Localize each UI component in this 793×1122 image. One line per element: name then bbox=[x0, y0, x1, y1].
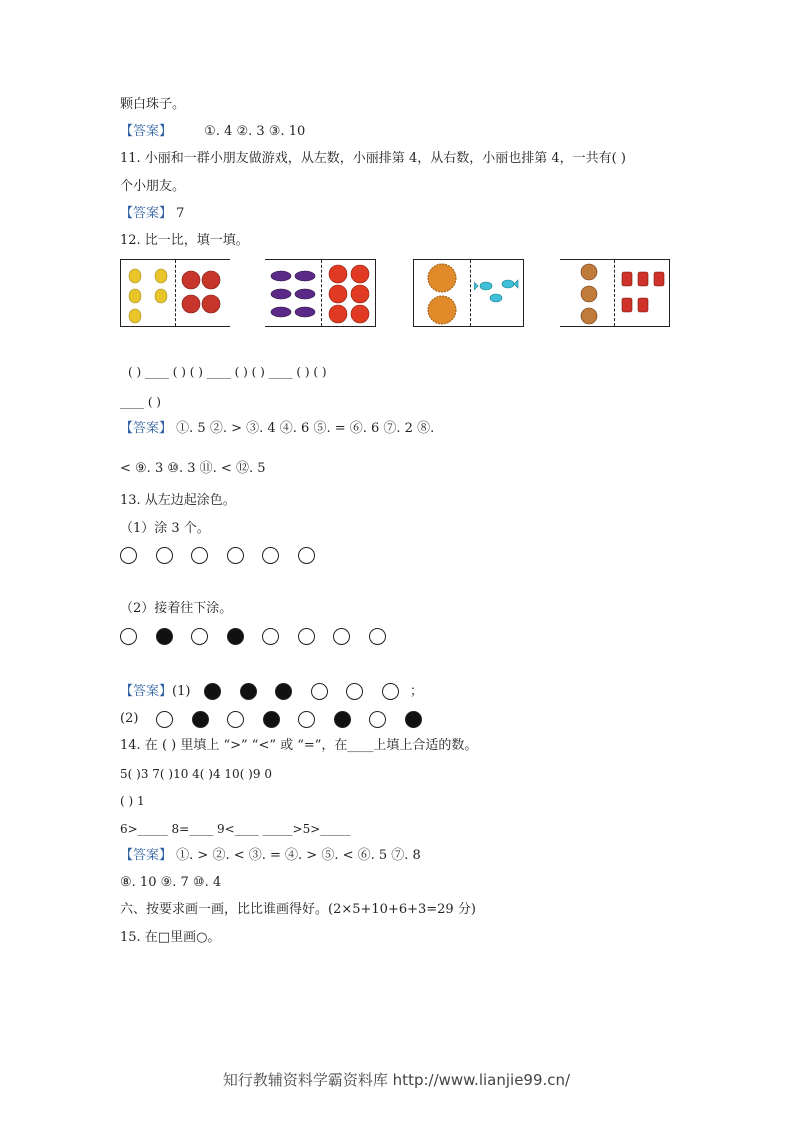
question-11: 11. 小丽和一群小朋友做游戏，从左数，小丽排第 4，从右数，小丽也排第 4，一共有( ) bbox=[120, 151, 626, 166]
candy-icon bbox=[474, 276, 522, 310]
answer-label: 【答案】 bbox=[120, 848, 173, 863]
answer-14 bbox=[120, 847, 421, 865]
question-14-row-3: 6>_____ 8=____ 9<____ _____>5>_____ bbox=[120, 822, 351, 836]
question-15: 15. 在□里画○。 bbox=[120, 930, 221, 945]
compare-box-2 bbox=[265, 259, 376, 327]
filled-circle bbox=[204, 683, 221, 700]
robot-icon bbox=[618, 268, 668, 322]
fill-blank-row-2: ____ ( ) bbox=[120, 395, 161, 409]
question-14: 14. 在 ( ) 里填上 “>” “<” 或 “=”，在____上填上合适的数。 bbox=[120, 738, 478, 753]
pear-icon bbox=[125, 264, 175, 324]
question-12: 12. 比一比，填一填。 bbox=[120, 233, 249, 248]
empty-circle bbox=[298, 547, 315, 564]
apple-icon bbox=[179, 266, 229, 322]
empty-circle bbox=[311, 683, 328, 700]
eggplant-icon bbox=[267, 266, 319, 322]
empty-circle bbox=[227, 547, 244, 564]
answer-14-cont: ⑧. 10 ⑨. 7 ⑩. 4 bbox=[120, 875, 222, 890]
answer-text: ①. 5 ②. > ③. 4 ④. 6 ⑤. = ⑥. 6 ⑦. 2 ⑧. bbox=[176, 421, 435, 436]
filled-circle bbox=[263, 711, 280, 728]
tomato-icon bbox=[325, 262, 375, 326]
empty-circle bbox=[369, 711, 386, 728]
filled-circle bbox=[192, 711, 209, 728]
answer-13-semicolon: ； bbox=[410, 684, 424, 699]
filled-circle bbox=[275, 683, 292, 700]
answer-13-part1 bbox=[120, 683, 190, 701]
filled-circle bbox=[156, 628, 173, 645]
filled-circle bbox=[405, 711, 422, 728]
fill-blank-row-1: ( ) ____ ( ) ( ) ____ ( ) ( ) ____ ( ) ( ) bbox=[128, 365, 327, 379]
answer-part-1: (1) bbox=[172, 684, 191, 699]
empty-circle bbox=[191, 547, 208, 564]
empty-circle bbox=[156, 547, 173, 564]
question-13-part2: （2）接着往下涂。 bbox=[120, 601, 233, 616]
section-6-heading: 六、按要求画一画，比比谁画得好。(2×5+10+6+3=29 分) bbox=[120, 902, 476, 917]
answer-11 bbox=[120, 205, 184, 223]
answer-12 bbox=[120, 420, 434, 438]
empty-circle bbox=[120, 628, 137, 645]
empty-circle bbox=[262, 547, 279, 564]
cookie-icon bbox=[424, 262, 460, 326]
answer-text: 7 bbox=[176, 206, 185, 221]
question-14-row-1: 5( )3 7( )10 4( )4 10( )9 0 bbox=[120, 767, 272, 781]
empty-circle bbox=[227, 711, 244, 728]
question-14-row-2: ( ) 1 bbox=[120, 794, 145, 808]
answer-label: 【答案】 bbox=[120, 421, 173, 436]
footer-watermark: 知行教辅资料学霸资料库 http://www.lianjie99.cn/ bbox=[222, 1071, 571, 1089]
answer-10 bbox=[120, 123, 305, 141]
question-13: 13. 从左边起涂色。 bbox=[120, 493, 236, 508]
empty-circle bbox=[156, 711, 173, 728]
empty-circle bbox=[346, 683, 363, 700]
empty-circle bbox=[191, 628, 208, 645]
compare-box-3 bbox=[413, 259, 524, 327]
empty-circle bbox=[298, 628, 315, 645]
filled-circle bbox=[240, 683, 257, 700]
empty-circle bbox=[120, 547, 137, 564]
filled-circle bbox=[227, 628, 244, 645]
question-11-cont: 个小朋友。 bbox=[120, 179, 186, 194]
question-13-part1: （1）涂 3 个。 bbox=[120, 521, 210, 536]
teddy-bear-icon bbox=[574, 262, 604, 326]
empty-circle bbox=[262, 628, 279, 645]
compare-box-1 bbox=[120, 259, 230, 327]
filled-circle bbox=[334, 711, 351, 728]
empty-circle bbox=[333, 628, 350, 645]
answer-label: 【答案】 bbox=[120, 684, 173, 699]
answer-13-part2: (2) bbox=[120, 711, 139, 726]
line-beads: 颗白珠子。 bbox=[120, 97, 186, 112]
answer-label: 【答案】 bbox=[120, 206, 173, 221]
compare-box-4 bbox=[560, 259, 670, 327]
answer-label: 【答案】 bbox=[120, 124, 173, 139]
empty-circle bbox=[298, 711, 315, 728]
answer-text: ①. > ②. < ③. = ④. > ⑤. < ⑥. 5 ⑦. 8 bbox=[176, 848, 421, 863]
answer-12-cont: < ⑨. 3 ⑩. 3 ⑪. < ⑫. 5 bbox=[120, 461, 266, 476]
empty-circle bbox=[382, 683, 399, 700]
empty-circle bbox=[369, 628, 386, 645]
answer-text: ①. 4 ②. 3 ③. 10 bbox=[204, 124, 306, 139]
